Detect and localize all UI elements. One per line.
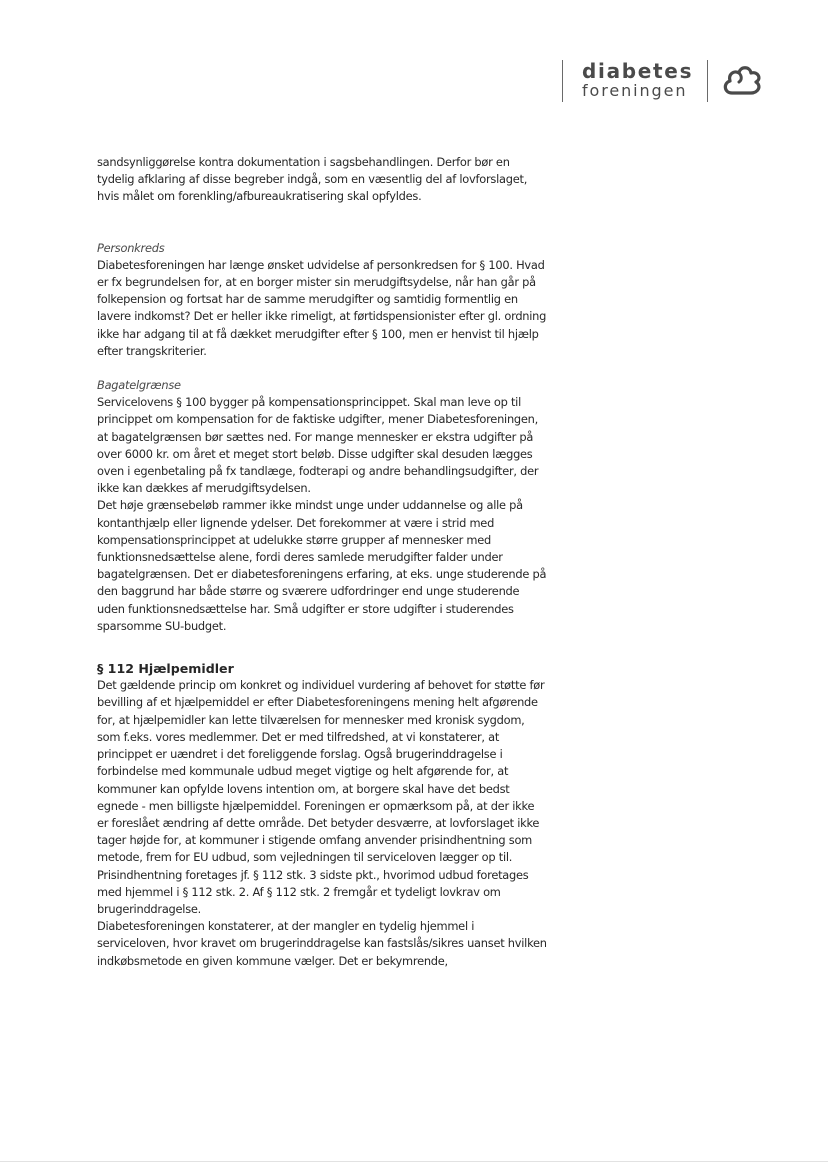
subheading-bagatelgraense: Bagatelgrænse (97, 378, 181, 393)
paragraph-bagatelgraense-2: Det høje grænsebeløb rammer ikke mindst unge under uddannelse og alle på kontanthjælp eller lignende ydelser. Det forekommer at være i strid med kompensationsprincippet at udelukke større grupper af mennesker med funktionsnedsættelse alene, fordi deres samlede merudgifter falder under bagatelgrænsen. Det er diabetesforeningens erfaring, at eks. unge studerende på den baggrund har både større og sværere udfordringer end unge studerende uden funktionsnedsættelse har. Små udgifter er store udgifter i studerendes sparsomme SU-budget. (97, 498, 547, 633)
logo-wordmark (582, 60, 704, 100)
organization-logo (562, 60, 762, 104)
logo-divider-left (562, 60, 563, 102)
paragraph-bagatelgraense-1: Servicelovens § 100 bygger på kompensationsprincippet. Skal man leve op til princippet om kompensation for de faktiske udgifter, mener Diabetesforeningen, at bagatelgrænsen bør sættes ned. For mange mennesker er ekstra udgifter på over 6000 kr. om året et meget stort beløb. Disse udgifter skal desuden lægges oven i egenbetaling på fx tandlæge, fodterapi og andre behandlingsudgifter, der ikke kan dækkes af merudgiftsydelsen. (97, 395, 539, 496)
letter-body (97, 154, 547, 970)
heading-hjaelpemidler: § 112 Hjælpemidler (97, 661, 234, 677)
logo-word-foreningen: foreningen (582, 81, 688, 100)
paragraph-personkreds: Diabetesforeningen har længe ønsket udvidelse af personkredsen for § 100. Hvad er fx begrundelsen for, at en borger mister sin merudgiftsydelse, når han går på folkepension og fortsat har de samme merudgifter og samtidig formentlig en lavere indkomst? Det er heller ikke rimeligt, at førtidspensionister efter gl. ordning ikke har adgang til at få dækket merudgifter efter § 100, men er henvist til hjælp efter trangskriterier. (97, 257, 547, 358)
logo-word-diabetes: diabetes (582, 59, 694, 83)
paragraph-hjaelpemidler-1: Det gældende princip om konkret og individuel vurdering af behovet for støtte før bevilling af et hjælpemiddel er efter Diabetesforeningens mening helt afgørende for, at hjælpemidler kan lette tilværelsen for mennesker med kronisk sygdom, som f.eks. vores medlemmer. Det er med tilfredshed, at vi konstaterer, at princippet er uændret i det foreliggende forslag. Også brugerinddragelse i forbindelse med kommunale udbud meget vigtige og helt afgørende for, at kommuner kan opfylde lovens intention om, at borgere skal have det bedst egnede - men billigste hjælpemiddel. Foreningen er opmærksom på, at der ikke er foreslået ændring af dette område. Det betyder desværre, at lovforslaget ikke tager højde for, at kommuner i stigende omfang anvender prisindhentning som metode, frem for EU udbud, som vejledningen til serviceloven lægger op til. Prisindhentning foretages jf. § 112 stk. 3 sidste pkt., hvorimod udbud foretages med hjemmel i § 112 stk. 2. Af § 112 stk. 2 fremgår et tydeligt lovkrav om brugerinddragelse. (97, 678, 545, 916)
page-bottom-edge (0, 1161, 828, 1162)
intro-paragraph: sandsynliggørelse kontra dokumentation i sagsbehandlingen. Derfor bør en tydelig afklaring af disse begreber indgå, som en væsentlig del af lovforslaget, hvis målet om forenkling/afbureaukratisering skal opfyldes. (97, 155, 528, 204)
paragraph-hjaelpemidler-2: Diabetesforeningen konstaterer, at der mangler en tydelig hjemmel i serviceloven, hvor kravet om brugerinddragelse kan fastslås/sikres uanset hvilken indkøbsmetode en given kommune vælger. Det er bekymrende, (97, 919, 547, 968)
logo-divider-right (707, 60, 708, 102)
three-lobe-cloud-icon (722, 62, 762, 102)
subheading-personkreds: Personkreds (97, 240, 165, 255)
